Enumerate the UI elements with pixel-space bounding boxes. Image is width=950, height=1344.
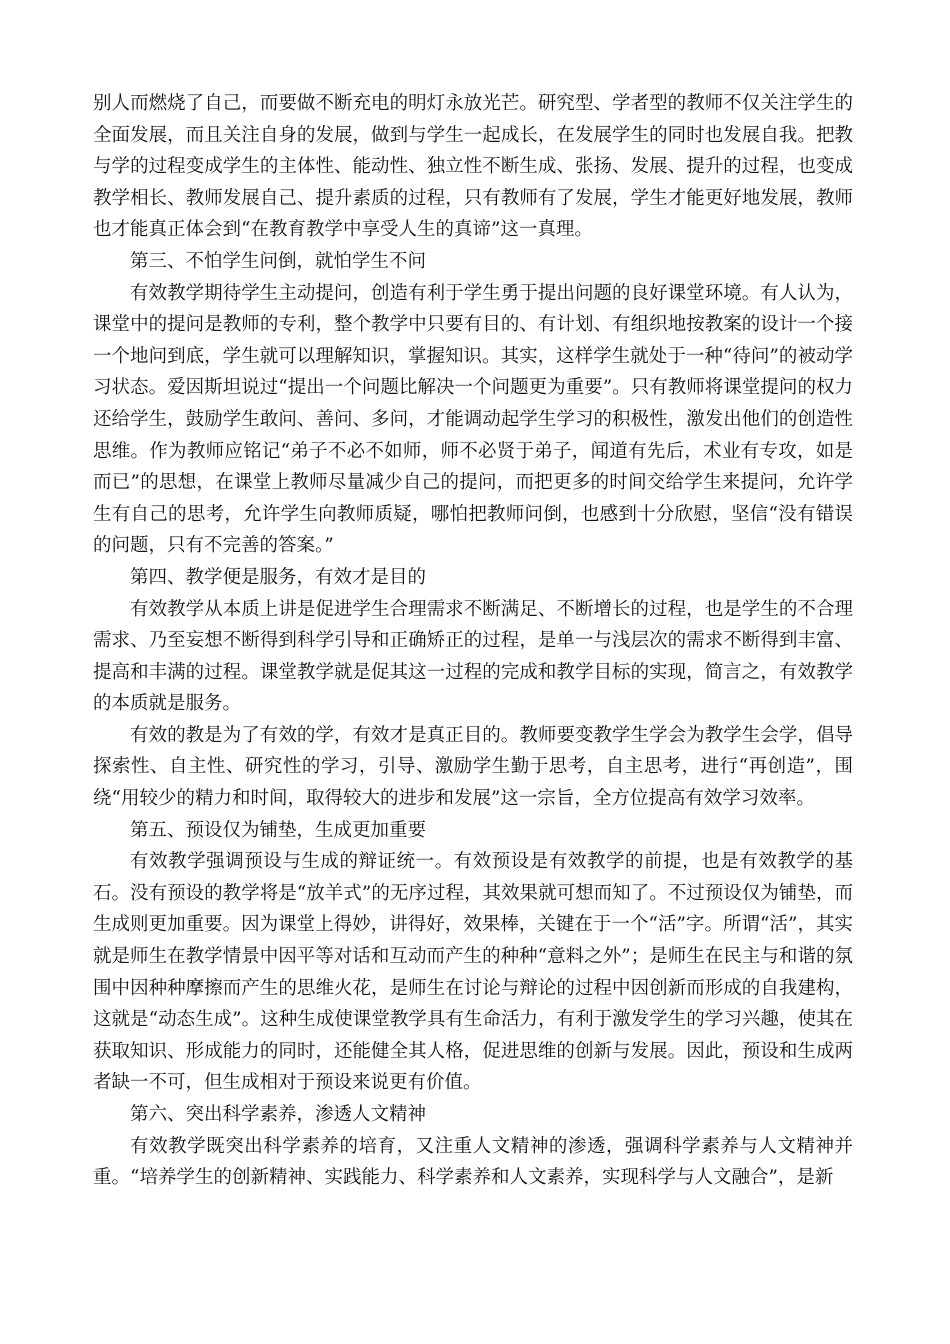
section-heading-5: 第五、预设仅为铺垫，生成更加重要 [130, 819, 427, 841]
paragraph-body: 有效的教是为了有效的学，有效才是真正目的。教师要变教学生学会为教学生会学，倡导探索性、自主性、研究性的学习，引导、激励学生勤于思考，自主思考，进行“再创造”，围绕“用较少的精力和时间，取得较大的进步和发展”这一宗旨，全方位提高有效学习效率。 [93, 724, 853, 810]
paragraph-continuation: 别人而燃烧了自己，而要做不断充电的明灯永放光芒。研究型、学者型的教师不仅关注学生的全面发展，而且关注自身的发展，做到与学生一起成长，在发展学生的同时也发展自我。把教与学的过程变成学生的主体性、能动性、独立性不断生成、张扬、发展、提升的过程，也变成教学相长、教师发展自己、提升素质的过程，只有教师有了发展，学生才能更好地发展，教师也才能真正体会到“在教育教学中享受人生的真谛”这一真理。 [93, 93, 853, 241]
paragraph-body: 有效教学期待学生主动提问，创造有利于学生勇于提出问题的良好课堂环境。有人认为，课堂中的提问是教师的专利，整个教学中只要有目的、有计划、有组织地按教案的设计一个接一个地问到底，学生就可以理解知识，掌握知识。其实，这样学生就处于一种“待问”的被动学习状态。爱因斯坦说过“提出一个问题比解决一个问题更为重要”。只有教师将课堂提问的权力还给学生，鼓励学生敢问、善问、多问，才能调动起学生学习的积极性，激发出他们的创造性思维。作为教师应铭记“弟子不必不如师，师不必贤于弟子，闻道有先后，术业有专攻，如是而已”的思想，在课堂上教师尽量减少自己的提问，而把更多的时间交给学生来提问，允许学生有自己的思考，允许学生向教师质疑，哪怕把教师问倒，也感到十分欣慰，坚信“没有错误的问题，只有不完善的答案。” [93, 282, 853, 557]
document-page [93, 88, 853, 1194]
section-heading-3: 第三、不怕学生问倒，就怕学生不问 [130, 250, 427, 272]
paragraph-body: 有效教学从本质上讲是促进学生合理需求不断满足、不断增长的过程，也是学生的不合理需求、乃至妄想不断得到科学引导和正确矫正的过程，是单一与浅层次的需求不断得到丰富、提高和丰满的过程。课堂教学就是促其这一过程的完成和教学目标的实现，简言之，有效教学的本质就是服务。 [93, 598, 853, 715]
paragraph-body: 有效教学既突出科学素养的培育，又注重人文精神的渗透，强调科学素养与人文精神并重。“培养学生的创新精神、实践能力、科学素养和人文素养，实现科学与人文融合”，是新 [93, 1135, 853, 1189]
section-heading-6: 第六、突出科学素养，渗透人文精神 [130, 1104, 427, 1125]
section-heading-4: 第四、教学便是服务，有效才是目的 [130, 566, 427, 588]
paragraph-body: 有效教学强调预设与生成的辩证统一。有效预设是有效教学的前提，也是有效教学的基石。没有预设的教学将是“放羊式”的无序过程，其效果就可想而知了。不过预设仅为铺垫，而生成则更加重要。因为课堂上得妙，讲得好，效果棒，关键在于一个“活”字。所谓“活”，其实就是师生在教学情景中因平等对话和互动而产生的种种“意料之外”；是师生在民主与和谐的氛围中因种种摩擦而产生的思维火花，是师生在讨论与辩论的过程中因创新而形成的自我建构，这就是“动态生成”。这种生成使课堂教学具有生命活力，有利于激发学生的学习兴趣，使其在获取知识、形成能力的同时，还能健全其人格，促进思维的创新与发展。因此，预设和生成两者缺一不可，但生成相对于预设来说更有价值。 [93, 851, 853, 1094]
